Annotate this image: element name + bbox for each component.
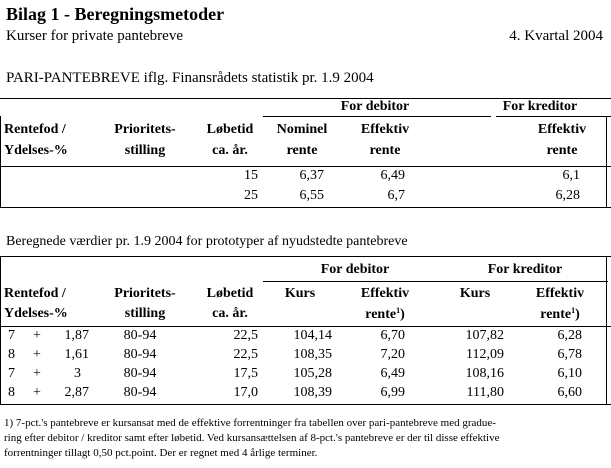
table-cell-kurs-kreditor: 107,82 bbox=[465, 328, 504, 343]
table-cell-lobetid: 22,5 bbox=[233, 347, 258, 362]
table-cell-ydelse: 2,87 bbox=[64, 385, 89, 400]
table-cell-lobetid: 25 bbox=[244, 188, 258, 203]
col-header-effektiv-kreditor: Effektiv bbox=[535, 286, 585, 301]
group-debitor: For debitor bbox=[340, 99, 410, 114]
table-cell-effektiv-kreditor: 6,10 bbox=[557, 366, 582, 381]
footnote-line: ring efter debitor / kreditor samt efter løbetid. Ved kursansættelsen af 8-pct.'s pantebreve er der til disse effektive bbox=[4, 432, 500, 444]
table-cell-effektiv-debitor: 6,99 bbox=[380, 385, 405, 400]
table-cell-rente: 8 bbox=[8, 347, 15, 362]
table-cell-kurs-debitor: 108,35 bbox=[293, 347, 332, 362]
table-cell-nominel: 6,55 bbox=[299, 188, 324, 203]
group-kreditor: For kreditor bbox=[502, 99, 578, 114]
table-left-border bbox=[0, 256, 1, 404]
table-cell-effektiv-debitor: 6,7 bbox=[387, 188, 405, 203]
col-header-lobetid: Løbetid bbox=[206, 122, 254, 137]
table-rule bbox=[0, 207, 611, 208]
table-cell-prioritet: 80-94 bbox=[123, 385, 157, 400]
footnote-ref: 1 bbox=[571, 306, 576, 315]
table-cell-prioritet: 80-94 bbox=[123, 347, 157, 362]
group-underline-debitor bbox=[263, 116, 491, 117]
col-header-stilling: stilling bbox=[124, 143, 166, 158]
table-cell-effektiv-debitor: 6,49 bbox=[380, 168, 405, 183]
section2-title: Beregnede værdier pr. 1.9 2004 for prototyper af nyudstedte pantebreve bbox=[6, 234, 408, 249]
group-kreditor: For kreditor bbox=[487, 262, 563, 277]
group-debitor: For debitor bbox=[320, 262, 390, 277]
table-cell-effektiv-kreditor: 6,60 bbox=[557, 385, 582, 400]
col-header-ydelse: Ydelses-% bbox=[4, 306, 68, 321]
col-header-nominel-rente: rente bbox=[286, 143, 318, 158]
col-header-kurs-debitor: Kurs bbox=[284, 286, 316, 301]
table-cell-kurs-kreditor: 111,80 bbox=[466, 385, 504, 400]
footnote-line: 1) 7-pct.'s pantebreve er kursansat med de effektive forrentninger fra tabellen over pari-pantebreve med gradue- bbox=[4, 417, 496, 429]
table-right-border bbox=[606, 256, 607, 404]
table-cell-plus: + bbox=[33, 366, 41, 381]
table-cell-effektiv-debitor: 6,49 bbox=[380, 366, 405, 381]
table-cell-effektiv-kreditor: 6,28 bbox=[555, 188, 580, 203]
col-header-effektiv-kreditor-rente: rente bbox=[546, 143, 578, 158]
table-cell-ydelse: 1,61 bbox=[64, 347, 89, 362]
table-right-border bbox=[606, 116, 607, 207]
table-cell-lobetid: 15 bbox=[244, 168, 258, 183]
table-cell-effektiv-debitor: 7,20 bbox=[380, 347, 405, 362]
col-header-effektiv-debitor: Effektiv bbox=[360, 286, 410, 301]
col-header-lobetid: Løbetid bbox=[206, 286, 254, 301]
table-cell-effektiv-debitor: 6,70 bbox=[380, 328, 405, 343]
table-cell-rente: 7 bbox=[8, 328, 15, 343]
col-header-effektiv-debitor: Effektiv bbox=[360, 122, 410, 137]
table-left-border bbox=[0, 116, 1, 207]
col-header-ydelse: Ydelses-% bbox=[4, 143, 68, 158]
table-cell-lobetid: 22,5 bbox=[233, 328, 258, 343]
table-cell-plus: + bbox=[33, 385, 41, 400]
col-header-rentefod: Rentefod / bbox=[4, 286, 66, 301]
col-header-effektiv-debitor-rente: rente$^1$) bbox=[365, 306, 405, 322]
section1-title: PARI-PANTEBREVE iflg. Finansrådets statistik pr. 1.9 2004 bbox=[6, 70, 374, 86]
table-cell-plus: + bbox=[33, 328, 41, 343]
group-underline-kreditor bbox=[496, 116, 611, 117]
table-cell-rente: 7 bbox=[8, 366, 15, 381]
table-cell-kurs-debitor: 105,28 bbox=[293, 366, 332, 381]
col-header-effektiv-kreditor: Effektiv bbox=[537, 122, 587, 137]
col-header-rentefod: Rentefod / bbox=[4, 122, 66, 137]
table-cell-plus: + bbox=[33, 347, 41, 362]
col-header-nominel: Nominel bbox=[276, 122, 328, 137]
table-cell-prioritet: 80-94 bbox=[123, 366, 157, 381]
col-header-prioritet: Prioritets- bbox=[114, 286, 176, 301]
table-rule bbox=[0, 166, 611, 167]
table-cell-lobetid: 17,0 bbox=[233, 385, 258, 400]
table-rule bbox=[0, 256, 611, 257]
table-cell-ydelse: 1,87 bbox=[64, 328, 89, 343]
footnote-ref: 1 bbox=[396, 306, 401, 315]
table-cell-ydelse: 3 bbox=[74, 366, 81, 381]
table-cell-kurs-debitor: 108,39 bbox=[293, 385, 332, 400]
table-cell-effektiv-kreditor: 6,28 bbox=[557, 328, 582, 343]
col-header-prioritet: Prioritets- bbox=[114, 122, 176, 137]
table-rule bbox=[0, 326, 611, 327]
col-header-effektiv-kreditor-rente: rente$^1$) bbox=[540, 306, 580, 322]
page-title: Bilag 1 - Beregningsmetoder bbox=[6, 4, 225, 24]
page-subtitle: Kurser for private pantebreve bbox=[6, 28, 183, 44]
table-cell-effektiv-kreditor: 6,78 bbox=[557, 347, 582, 362]
col-header-effektiv-debitor-rente: rente bbox=[369, 143, 401, 158]
table-cell-kurs-kreditor: 112,09 bbox=[466, 347, 504, 362]
footnote-line: forrentninger tillagt 0,50 pct.point. Der er regnet med 4 årlige terminer. bbox=[4, 447, 318, 459]
table-cell-nominel: 6,37 bbox=[299, 168, 324, 183]
table-cell-kurs-kreditor: 108,16 bbox=[465, 366, 504, 381]
col-header-stilling: stilling bbox=[124, 306, 166, 321]
table-cell-rente: 8 bbox=[8, 385, 15, 400]
table-rule bbox=[0, 404, 611, 405]
table-cell-kurs-debitor: 104,14 bbox=[293, 328, 332, 343]
group-underline bbox=[263, 281, 608, 282]
col-header-ca-ar: ca. år. bbox=[212, 306, 248, 321]
table-cell-prioritet: 80-94 bbox=[123, 328, 157, 343]
table-cell-lobetid: 17,5 bbox=[233, 366, 258, 381]
table-cell-effektiv-kreditor: 6,1 bbox=[562, 168, 580, 183]
quarter-label: 4. Kvartal 2004 bbox=[509, 28, 603, 44]
col-header-kurs-kreditor: Kurs bbox=[459, 286, 491, 301]
col-header-ca-ar: ca. år. bbox=[212, 143, 248, 158]
